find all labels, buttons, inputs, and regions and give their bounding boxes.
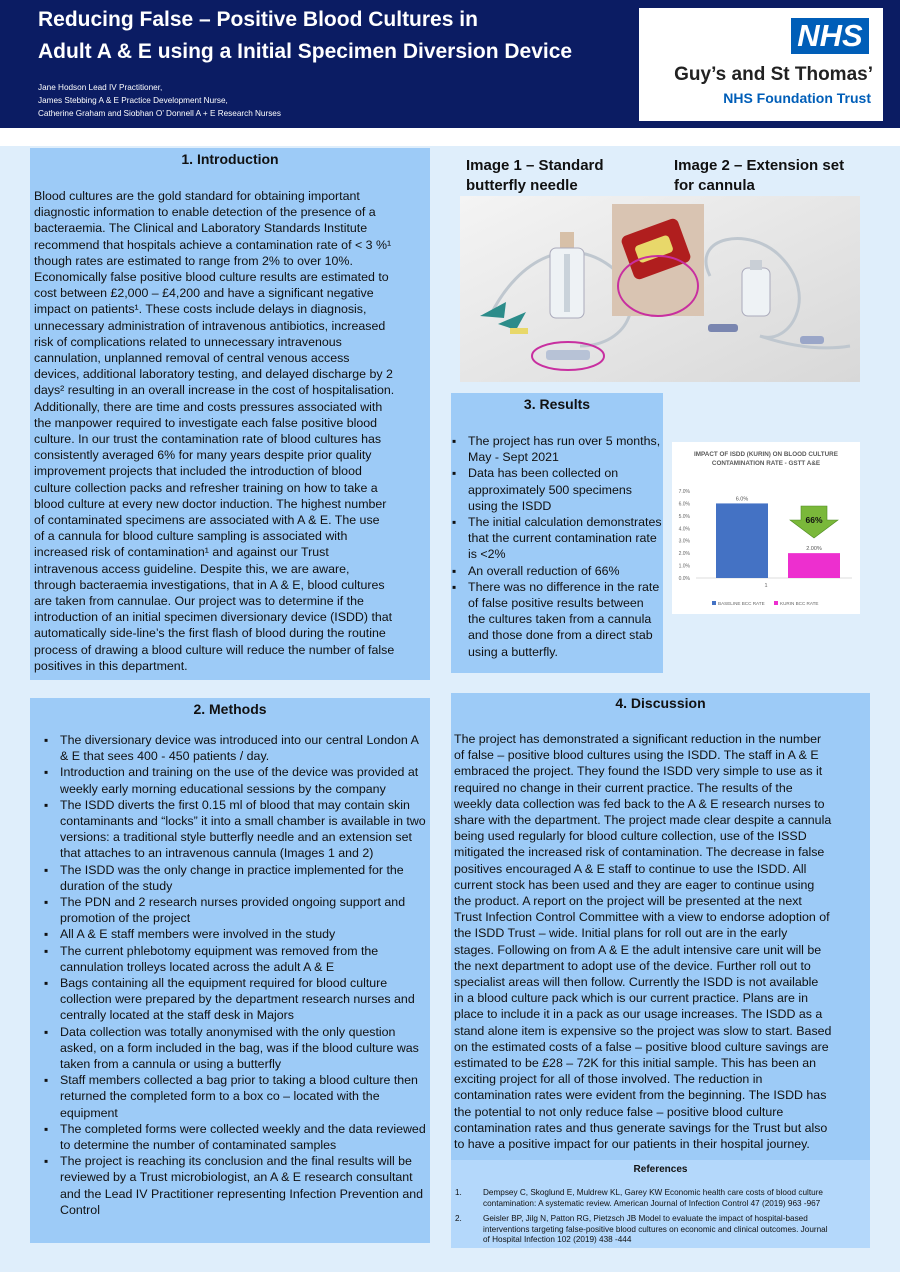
introduction-line: through bacteraemia investigations, that in A & E, blood cultures [34, 577, 385, 592]
section-heading: 2. Methods [193, 701, 267, 717]
discussion-line: the potential to not only reduce false – positive blood culture [454, 1104, 784, 1119]
header-banner [0, 0, 900, 128]
poster-title-line-2: Adult A & E using a Initial Specimen Diversion Device [38, 40, 573, 63]
author-line: Jane Hodson Lead IV Practitioner, [38, 83, 163, 92]
chart-title: CONTAMINATION RATE - GSTT A&E [711, 460, 821, 467]
discussion-line: specialist areas will then follow. Currently the ISDD is not available [454, 975, 819, 990]
y-tick-label: 0.0% [678, 576, 690, 582]
reference-line: Dempsey C, Skoglund E, Muldrew KL, Garey KW Economic health care costs of blood culture [483, 1188, 823, 1197]
discussion-line: stand alone item is expensive so the project was slow to start. Based [454, 1023, 832, 1038]
discussion-line: the ISDD Trust – wide. Initial plans for roll out are in the early [454, 926, 788, 941]
discussion-line: weekly data collection was fed back to the A & E research nurses to [454, 796, 825, 811]
introduction-line: process of drawing a blood culture will reduce the number of false [34, 642, 395, 657]
author-line: James Stebbing A & E Practice Development Nurse, [38, 96, 228, 105]
y-tick-label: 3.0% [678, 538, 690, 545]
reduction-label: 66% [805, 515, 823, 525]
nhs-badge: NHS [791, 18, 869, 54]
discussion-line: contamination rates were evident from the beginning. The ISDD has [454, 1088, 827, 1103]
discussion-line: estimated to be £28 – 72K for this initial sample. This has been an [454, 1056, 817, 1071]
introduction-line: consistently averaged 6% for many years despite prior quality [34, 448, 372, 463]
introduction-text [34, 188, 428, 674]
y-tick-label: 4.0% [678, 526, 690, 533]
reference-number: 1. [455, 1188, 462, 1197]
discussion-line: mitigated the increased risk of contamination. The decrease in false [454, 845, 825, 860]
discussion-line: positives encouraged A & E staff to continue to use the ISDD. All [454, 861, 807, 876]
legend-swatch [774, 601, 778, 605]
methods-list [44, 732, 428, 1218]
introduction-line: cannulation, unplanned removal of central venous access [34, 351, 350, 366]
introduction-line: the manpower required to investigate each false positive blood [34, 415, 378, 430]
reference-line: of Hospital Infection 102 (2019) 438 -444 [483, 1235, 632, 1244]
introduction-line: though rates are estimated to range from 2% to over 10%. [34, 253, 353, 268]
section-heading: 4. Discussion [615, 695, 706, 711]
methods-item: ▪ Introduction and training on the use of the device was provided at weekly early morning educational sessions by the company [44, 764, 428, 796]
bar-kurin [788, 553, 840, 578]
discussion-line: the product. A report on the project will be presented at the next [454, 894, 802, 909]
legend-label: KURIN BCC RATE [780, 601, 819, 606]
introduction-line: impact on patients¹. These costs include delays in diagnosis, [34, 302, 367, 317]
introduction-line: of a cannula for blood culture sampling is associated with [34, 529, 348, 544]
introduction-line: unnecessary administration of intravenous antibiotics, increased [34, 318, 386, 333]
introduction-line: automatically side-line’s the first flash of blood during the routine [34, 626, 386, 641]
introduction-line: Economically false positive blood culture results are estimated to [34, 270, 389, 285]
introduction-line: Additionally, there are time and costs pressures associated with [34, 399, 383, 414]
bar-baseline [716, 503, 768, 578]
methods-item: ▪ Staff members collected a bag prior to taking a blood culture then returned the completed form to a box co – located with the equipment [44, 1072, 428, 1121]
results-item: ▪ An overall reduction of 66% [452, 563, 662, 579]
reference-text [483, 1188, 823, 1209]
author-line: Catherine Graham and Siobhan O’ Donnell A + E Research Nurses [38, 109, 281, 118]
discussion-line: of false – positive blood cultures using the ISDD. The staff in A & E [454, 748, 819, 763]
reference-number: 2. [455, 1214, 462, 1223]
introduction-line: increased risk of contamination¹ and against our Trust [34, 545, 329, 560]
methods-item: ▪ The project is reaching its conclusion and the final results will be reviewed by a Trust microbiologist, an A & E research consultant and the Lead IV Practitioner representing Infection Prevention and Control [44, 1153, 428, 1218]
methods-item: ▪ The ISDD diverts the first 0.15 ml of blood that may contain skin contaminants and “locks” it into a small chamber is available in two versions: a traditional style butterfly needle and an extension set that attaches to an intravenous cannula (Images 1 and 2) [44, 797, 428, 862]
discussion-line: required no change in their current practice. The results of the [454, 780, 793, 795]
introduction-line: improvement projects that included the introduction of blood [34, 464, 362, 479]
discussion-line: embraced the project. They found the ISDD very simple to use as it [454, 764, 823, 779]
discussion-line: to have a positive impact for our patients in their hospital journey. [454, 1137, 810, 1152]
discussion-line: share with the department. The project made clear despite a cannula [454, 813, 832, 828]
references-heading: References [633, 1164, 688, 1175]
introduction-line: days² resulting in an overall increase in the cost of hospitalisation. [34, 383, 395, 398]
introduction-line: culture. In our trust the contamination rate of blood cultures has [34, 432, 382, 447]
discussion-line: exciting project for all of those involved. The reduction in [454, 1072, 763, 1087]
bar-data-label: 6.0% [735, 496, 749, 503]
trust-name: Guy’s and St Thomas’ [674, 64, 873, 85]
reference-line: Geisler BP, Jilg N, Patton RG, Pietzsch JB Model to evaluate the impact of hospital-based [483, 1214, 808, 1223]
trust-subtitle: NHS Foundation Trust [723, 90, 871, 106]
introduction-line: blood culture at every new doctor induction. The highest number [34, 496, 387, 511]
introduction-line: devices, additional laboratory testing, and delayed discharge by 2 [34, 367, 393, 382]
discussion-line: The project has demonstrated a significant reduction in the number [454, 732, 822, 746]
y-tick-label: 7.0% [678, 489, 690, 495]
introduction-line: Blood cultures are the gold standard for obtaining important [34, 189, 360, 203]
bar-data-label: 2.00% [806, 546, 822, 553]
results-list [452, 433, 662, 660]
reference-line: contamination: A systematic review. American Journal of Infection Control 47 (2019) 963 -967 [483, 1198, 821, 1208]
introduction-line: risk of complications related to unnecessary intravenous [34, 334, 342, 349]
methods-item: ▪ The PDN and 2 research nurses provided ongoing support and promotion of the project [44, 894, 428, 926]
introduction-line: introduction of an initial specimen diversionary device (ISDD) that [34, 610, 393, 625]
section-heading: 1. Introduction [181, 151, 279, 167]
results-item: ▪ The project has run over 5 months, May - Sept 2021 [452, 433, 662, 465]
methods-item: ▪ The diversionary device was introduced into our central London A & E that sees 400 - 450 patients / day. [44, 732, 428, 764]
introduction-line: cost between £2,000 – £4,200 and have a significant negative [34, 286, 374, 301]
discussion-line: the next department to adopt use of the device. Further roll out to [454, 958, 811, 973]
image-2-caption: Image 2 – Extension set for cannula [674, 157, 845, 194]
introduction-line: diagnostic information to enable detection of the presence of a [34, 205, 376, 220]
device-images-panel [452, 150, 870, 383]
discussion-line: place to include it in a pack as our usage increases. The ISDD as a [454, 1007, 823, 1022]
poster-title-line-1: Reducing False – Positive Blood Cultures in [38, 8, 478, 31]
discussion-line: current stock has been used and they are eager to continue using [454, 877, 815, 892]
discussion-line: being used regularly for blood culture collection, use of the ISSD [454, 829, 807, 844]
methods-item: ▪ The completed forms were collected weekly and the data reviewed to determine the number of contaminated samples [44, 1121, 428, 1153]
y-tick-label: 1.0% [678, 563, 690, 570]
reference-line: interventions targeting false-positive blood cultures on economic and clinical outcomes. Journal [483, 1224, 828, 1234]
contamination-rate-chart [672, 442, 860, 614]
discussion-line: in a blood culture pack which is our current practice. Plans are in [454, 991, 808, 1006]
discussion-line: contamination rates and thus generate savings for the Trust but also [454, 1120, 828, 1135]
legend-swatch [712, 601, 716, 605]
results-panel [451, 393, 663, 673]
image-1-caption: Image 1 – Standard butterfly needle [466, 157, 604, 194]
methods-item: ▪ Bags containing all the equipment required for blood culture collection were prepared by the department research nurses and centrally located at the staff desk in Majors [44, 975, 428, 1024]
section-heading: 3. Results [523, 396, 591, 412]
results-item: ▪ There was no difference in the rate of false positive results between the cultures taken from a cannula and those done from a direct stab using a butterfly. [452, 579, 662, 660]
discussion-line: stages. Following on from A & E the adult intensive care unit will be [454, 942, 822, 957]
introduction-line: positives in this department. [34, 658, 188, 673]
discussion-panel [451, 693, 870, 1160]
introduction-line: recommend that hospitals achieve a contamination rate of < 3 %¹ [34, 237, 392, 252]
reference-text [483, 1214, 828, 1246]
discussion-text [454, 731, 868, 1152]
y-tick-label: 5.0% [678, 513, 690, 520]
legend-label: BASELINE BCC RATE [718, 601, 765, 606]
results-item: ▪ The initial calculation demonstrates that the current contamination rate is <2% [452, 514, 662, 563]
chart-svg [672, 442, 860, 614]
introduction-line: bacteraemia. The Clinical and Laboratory Standards Institute [34, 221, 368, 236]
discussion-line: Trust Infection Control Committee with a view to endorse adoption of [454, 910, 830, 925]
introduction-panel [30, 148, 430, 680]
introduction-line: culture collection packs and refresher training on how to take a [34, 480, 378, 495]
methods-panel [30, 698, 430, 1243]
chart-title: IMPACT OF ISDD (KURIN) ON BLOOD CULTURE [694, 451, 838, 458]
nhs-logo [639, 8, 883, 121]
introduction-line: are taken from cannulae. Our project was to determine if the [34, 594, 364, 609]
methods-item: ▪ Data collection was totally anonymised with the only question asked, on a form included in the bag, was if the blood culture was taken from a cannula or using a butterfly [44, 1024, 428, 1073]
discussion-line: on the estimated costs of a false – positive blood culture savings are [454, 1039, 829, 1054]
methods-item: ▪ The current phlebotomy equipment was removed from the cannulation trolleys located across the adult A & E [44, 943, 428, 975]
methods-item: ▪ The ISDD was the only change in practice implemented for the duration of the study [44, 862, 428, 894]
results-item: ▪ Data has been collected on approximately 500 specimens using the ISDD [452, 465, 662, 514]
y-tick-label: 6.0% [678, 501, 690, 508]
introduction-line: of contaminated specimens are associated with A & E. The use [34, 513, 380, 528]
introduction-line: intravenous access guideline. Despite this, we are aware, [34, 561, 350, 576]
x-tick-label: 1 [764, 583, 768, 589]
device-photo [460, 196, 860, 382]
references-panel [451, 1160, 870, 1248]
y-tick-label: 2.0% [678, 551, 690, 558]
methods-item: ▪ All A & E staff members were involved in the study [44, 926, 428, 942]
